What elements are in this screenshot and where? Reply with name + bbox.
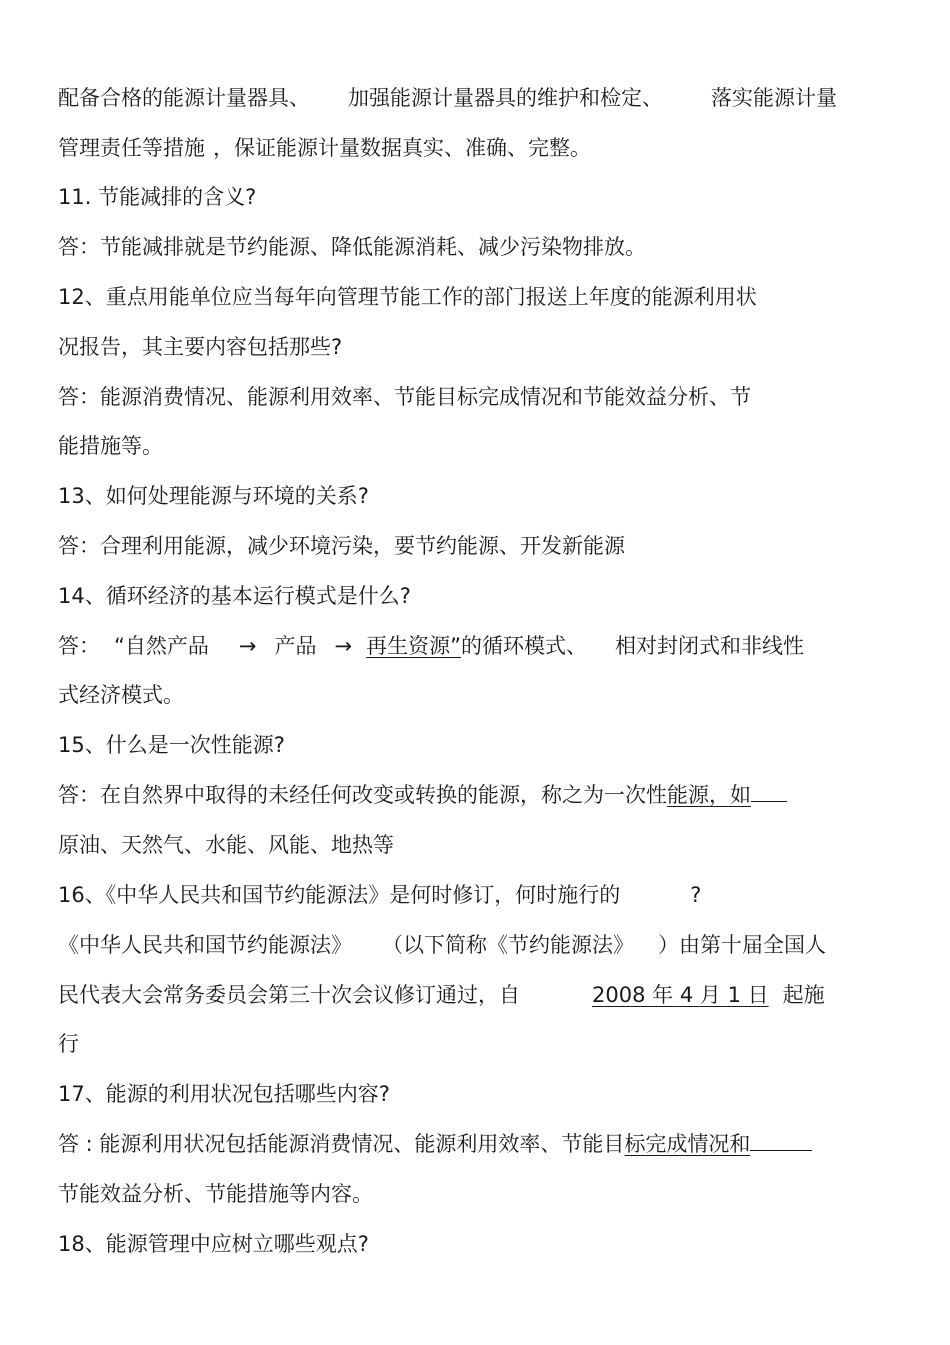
question-11: 11. 节能减排的含义? bbox=[58, 185, 257, 209]
question-13: 13、如何处理能源与环境的关系? bbox=[58, 484, 369, 508]
text-span: 《中华人民共和国节约能源法》 bbox=[58, 933, 352, 957]
text-span: “自然产品 bbox=[114, 634, 209, 658]
text-span: ，保证能源计量数据真实、准确、完整。 bbox=[213, 136, 591, 160]
underlined-date bbox=[592, 983, 769, 1007]
text-span: 相对封闭式和非线性 bbox=[615, 634, 804, 658]
question-12-line-1: 12、重点用能单位应当每年向管理节能工作的部门报送上年度的能源利用状 bbox=[58, 285, 757, 309]
text-span: 加强能源计量器具的维护和检定、 bbox=[348, 86, 663, 110]
text-span: ）由第十届全国人 bbox=[658, 933, 826, 957]
text-span: 日 bbox=[747, 983, 769, 1007]
date-day: 1 bbox=[727, 983, 741, 1007]
paragraph-line-2 bbox=[58, 134, 591, 162]
text-span: 月 bbox=[699, 983, 721, 1007]
text-span: 16、《中华人民共和国节约能源法》是何时修订，何时施行的 bbox=[58, 883, 621, 907]
text-span: 答 : 能源利用状况包括能源消费情况、能源利用效率、节能目 bbox=[58, 1132, 625, 1156]
question-16 bbox=[58, 881, 701, 909]
question-17: 17、能源的利用状况包括哪些内容? bbox=[58, 1082, 390, 1106]
blank-underline bbox=[750, 1132, 812, 1151]
text-span: 管理责任等措施 bbox=[58, 136, 205, 160]
answer-17-line-2: 节能效益分析、节能措施等内容。 bbox=[58, 1182, 373, 1206]
text-span: 配备合格的能源计量器具、 bbox=[58, 86, 310, 110]
date-month: 4 bbox=[679, 983, 694, 1007]
answer-13: 答：合理利用能源，减少环境污染，要节约能源、开发新能源 bbox=[58, 534, 625, 558]
text-span: （以下简称《节约能源法》 bbox=[382, 933, 634, 957]
text-span: 答：在自然界中取得的未经任何改变或转换的能源，称之为一次性 bbox=[58, 783, 667, 807]
text-span: 起施 bbox=[782, 983, 825, 1007]
answer-15-line-1 bbox=[58, 781, 787, 809]
question-14: 14、循环经济的基本运行模式是什么? bbox=[58, 584, 411, 608]
answer-15-line-2: 原油、天然气、水能、风能、地热等 bbox=[58, 833, 394, 857]
text-span: 民代表大会常务委员会第三十次会议修订通过，自 bbox=[58, 983, 520, 1007]
question-12-line-2: 况报告，其主要内容包括那些? bbox=[58, 335, 343, 359]
answer-12-line-1: 答：能源消费情况、能源利用效率、节能目标完成情况和节能效益分析、节 bbox=[58, 385, 751, 409]
question-15: 15、什么是一次性能源? bbox=[58, 733, 285, 757]
text-span: ? bbox=[690, 883, 702, 907]
answer-12-line-2: 能措施等。 bbox=[58, 434, 163, 458]
answer-16-line-3: 行 bbox=[58, 1032, 79, 1056]
underlined-text: 再生资源” bbox=[366, 634, 461, 658]
answer-17-line-1 bbox=[58, 1130, 812, 1158]
arrow-glyph: → bbox=[238, 634, 257, 658]
text-span: 的循环模式、 bbox=[461, 634, 587, 658]
underlined-text: 标完成情况和 bbox=[624, 1132, 751, 1156]
date-year: 2008 bbox=[592, 983, 646, 1007]
answer-11: 答：节能减排就是节约能源、降低能源消耗、减少污染物排放。 bbox=[58, 235, 646, 259]
text-span: 年 bbox=[652, 983, 674, 1007]
answer-16-line-1 bbox=[58, 931, 826, 959]
arrow-glyph: → bbox=[334, 634, 353, 658]
blank-underline bbox=[751, 783, 787, 802]
answer-14-line-1 bbox=[58, 632, 804, 660]
paragraph-line-1 bbox=[58, 84, 837, 112]
question-18: 18、能源管理中应树立哪些观点? bbox=[58, 1232, 369, 1256]
text-span: 答： bbox=[58, 634, 100, 658]
answer-14-line-2: 式经济模式。 bbox=[58, 683, 184, 707]
text-span: 产品 bbox=[274, 634, 317, 658]
underlined-text: 能源，如 bbox=[667, 783, 751, 807]
answer-16-line-2 bbox=[58, 981, 825, 1009]
text-span: 落实能源计量 bbox=[711, 86, 837, 110]
